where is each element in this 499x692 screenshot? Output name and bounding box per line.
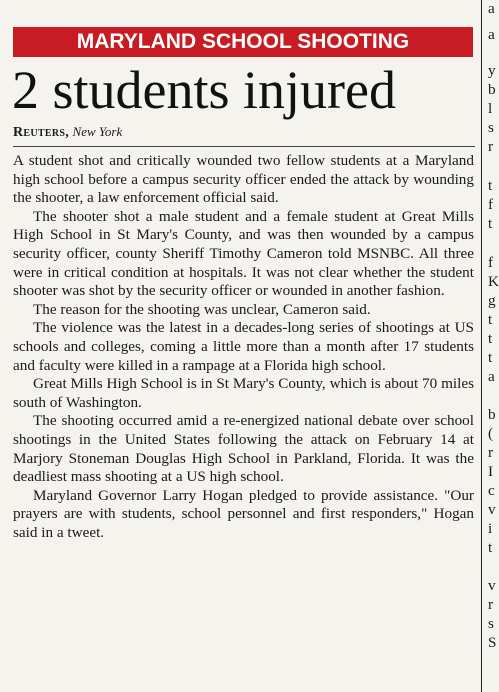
adjacent-letter: I [488,463,494,480]
article-paragraph: Great Mills High School is in St Mary's County, which is about 70 miles south of Washington. [13,375,474,411]
column-divider [481,0,482,692]
adjacent-letter: v [488,577,496,594]
article-headline: 2 students injured [12,60,396,120]
adjacent-letter: K [488,273,499,290]
adjacent-letter: v [488,501,496,518]
adjacent-letter: t [488,215,493,232]
adjacent-letter: r [488,138,494,155]
adjacent-letter: c [488,482,495,499]
article-paragraph: The reason for the shooting was unclear, Cameron said. [33,300,371,318]
adjacent-letter: b [488,81,496,98]
adjacent-letter: l [488,100,493,117]
adjacent-letter: s [488,119,494,136]
adjacent-letter: r [488,596,494,613]
adjacent-letter: f [488,196,494,213]
byline-dateline: New York [72,124,123,139]
adjacent-letter: a [488,26,495,43]
byline [13,122,473,143]
adjacent-letter: r [488,444,494,461]
adjacent-letter: t [488,349,493,366]
adjacent-letter: S [488,634,497,651]
adjacent-letter: t [488,539,493,556]
adjacent-letter: ( [488,425,494,442]
adjacent-letter: f [488,254,494,271]
article-paragraph: The shooter shot a male student and a female student at Great Mills High School in St Mary's County, and was then wounded by a campus security officer, county Sheriff Timothy Cameron told MSNBC. All three were in critical condition at hospitals. It was not clear whether the student shooter was shot by the security officer or wounded in another fashion. [13,207,474,300]
article-paragraph: The violence was the latest in a decades-long series of shootings at US schools and colleges, coming a little more than a month after 17 students and faculty were killed in a rampage at a Florida high school. [13,319,474,374]
article-body [13,152,474,542]
adjacent-letter: t [488,330,493,347]
adjacent-letter: a [488,368,495,385]
article-paragraph: The shooting occurred amid a re-energized national debate over school shootings in the United States following the attack on February 14 at Marjory Stoneman Douglas High School in Parkland, Florida. It was the deadliest mass shooting at a US high school. [13,412,474,486]
byline-divider [13,146,475,147]
article-paragraph: Maryland Governor Larry Hogan pledged to provide assistance. "Our prayers are with students, school personnel and first responders," Hogan said in a tweet. [13,486,474,541]
byline-agency: Reuters, [13,125,70,140]
adjacent-letter: t [488,177,493,194]
adjacent-letter: a [488,0,495,17]
adjacent-letter: g [488,292,496,309]
adjacent-letter: y [488,62,496,79]
adjacent-letter: b [488,406,496,423]
adjacent-column-fragment [486,0,499,692]
adjacent-letter: s [488,615,494,632]
article-paragraph: A student shot and critically wounded two fellow students at a Maryland high school before a campus security officer ended the attack by wounding the shooter, a law enforcement official said. [13,152,474,207]
adjacent-letter: t [488,311,493,328]
adjacent-letter: i [488,520,493,537]
section-kicker: MARYLAND SCHOOL SHOOTING [13,27,473,57]
